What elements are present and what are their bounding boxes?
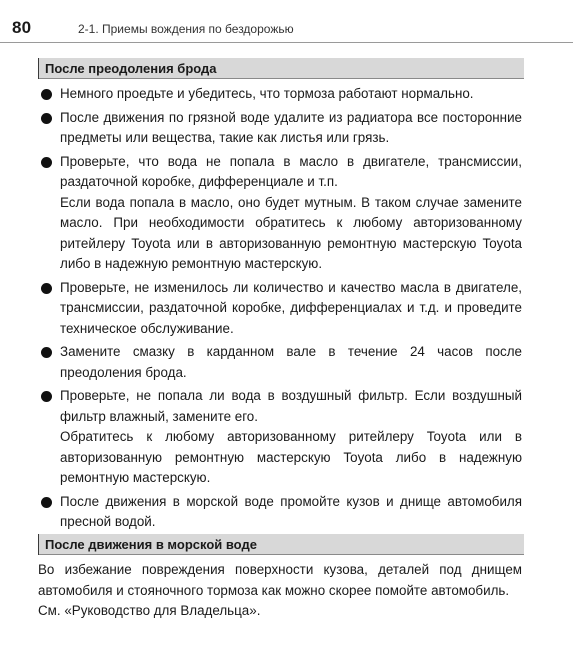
list-item — [38, 342, 522, 383]
list-item — [38, 108, 522, 149]
bullet-icon — [41, 391, 52, 402]
section-heading-ford: После преодоления брода — [38, 58, 524, 79]
bullet-icon — [41, 283, 52, 294]
item-text: Проверьте, не попала ли вода в воздушный фильтр. Если воздушный фильтр влажный, замените его. — [60, 388, 522, 424]
bullet-icon — [41, 89, 52, 100]
page-number: 80 — [12, 18, 32, 37]
section-sea-water-content — [38, 560, 522, 622]
bullet-icon — [41, 157, 52, 168]
item-text: Немного проедьте и убедитесь, что тормоза работают нормально. — [60, 86, 474, 101]
list-item — [38, 492, 522, 533]
bullet-icon — [41, 113, 52, 124]
item-text: Проверьте, не изменилось ли количество и качество масла в двигателе, трансмиссии, раздаточной коробке, дифференциалах и т.д. и проведите техническое обслуживание. — [60, 279, 522, 336]
section-heading-sea-water: После движения в морской воде — [38, 534, 524, 555]
list-item — [38, 278, 522, 340]
item-text: Замените смазку в карданном вале в течение 24 часов после преодоления брода. — [60, 344, 522, 380]
header-divider — [0, 42, 573, 43]
bullet-icon — [41, 497, 52, 508]
item-text: Если вода попала в масло, оно будет мутным. В таком случае замените масло. При необходимости обратитесь к любому авторизованному ритейлеру Toyota или в авторизованную ремонтную мастерскую Toyota либо в надежную ремонтную мастерскую. — [60, 194, 522, 271]
item-text: Обратитесь к любому авторизованному ритейлеру Toyota или в авторизованную ремонтную мастерскую Toyota либо в надежную ремонтную мастерскую. — [60, 429, 522, 485]
list-item — [38, 84, 522, 105]
section-ford-content — [38, 84, 522, 536]
item-text: После движения в морской воде промойте кузов и днище автомобиля пресной водой. — [60, 493, 522, 529]
bullet-icon — [41, 347, 52, 358]
item-text: После движения по грязной воде удалите из радиатора все посторонние предметы или вещества, такие как листья или грязь. — [60, 109, 522, 145]
body-paragraph: Во избежание повреждения поверхности кузова, деталей под днищем автомобиля и стояночного тормоза как можно скорее помойте автомобиль. — [38, 562, 522, 598]
list-item — [38, 152, 522, 275]
bullet-list — [38, 84, 522, 533]
list-item — [38, 386, 522, 489]
body-paragraph: См. «Руководство для Владельца». — [38, 603, 261, 618]
chapter-title: 2-1. Приемы вождения по бездорожью — [78, 22, 294, 36]
item-text: Проверьте, что вода не попала в масло в двигателе, трансмиссии, раздаточной коробке, дифференциале и т.п. — [60, 153, 522, 189]
